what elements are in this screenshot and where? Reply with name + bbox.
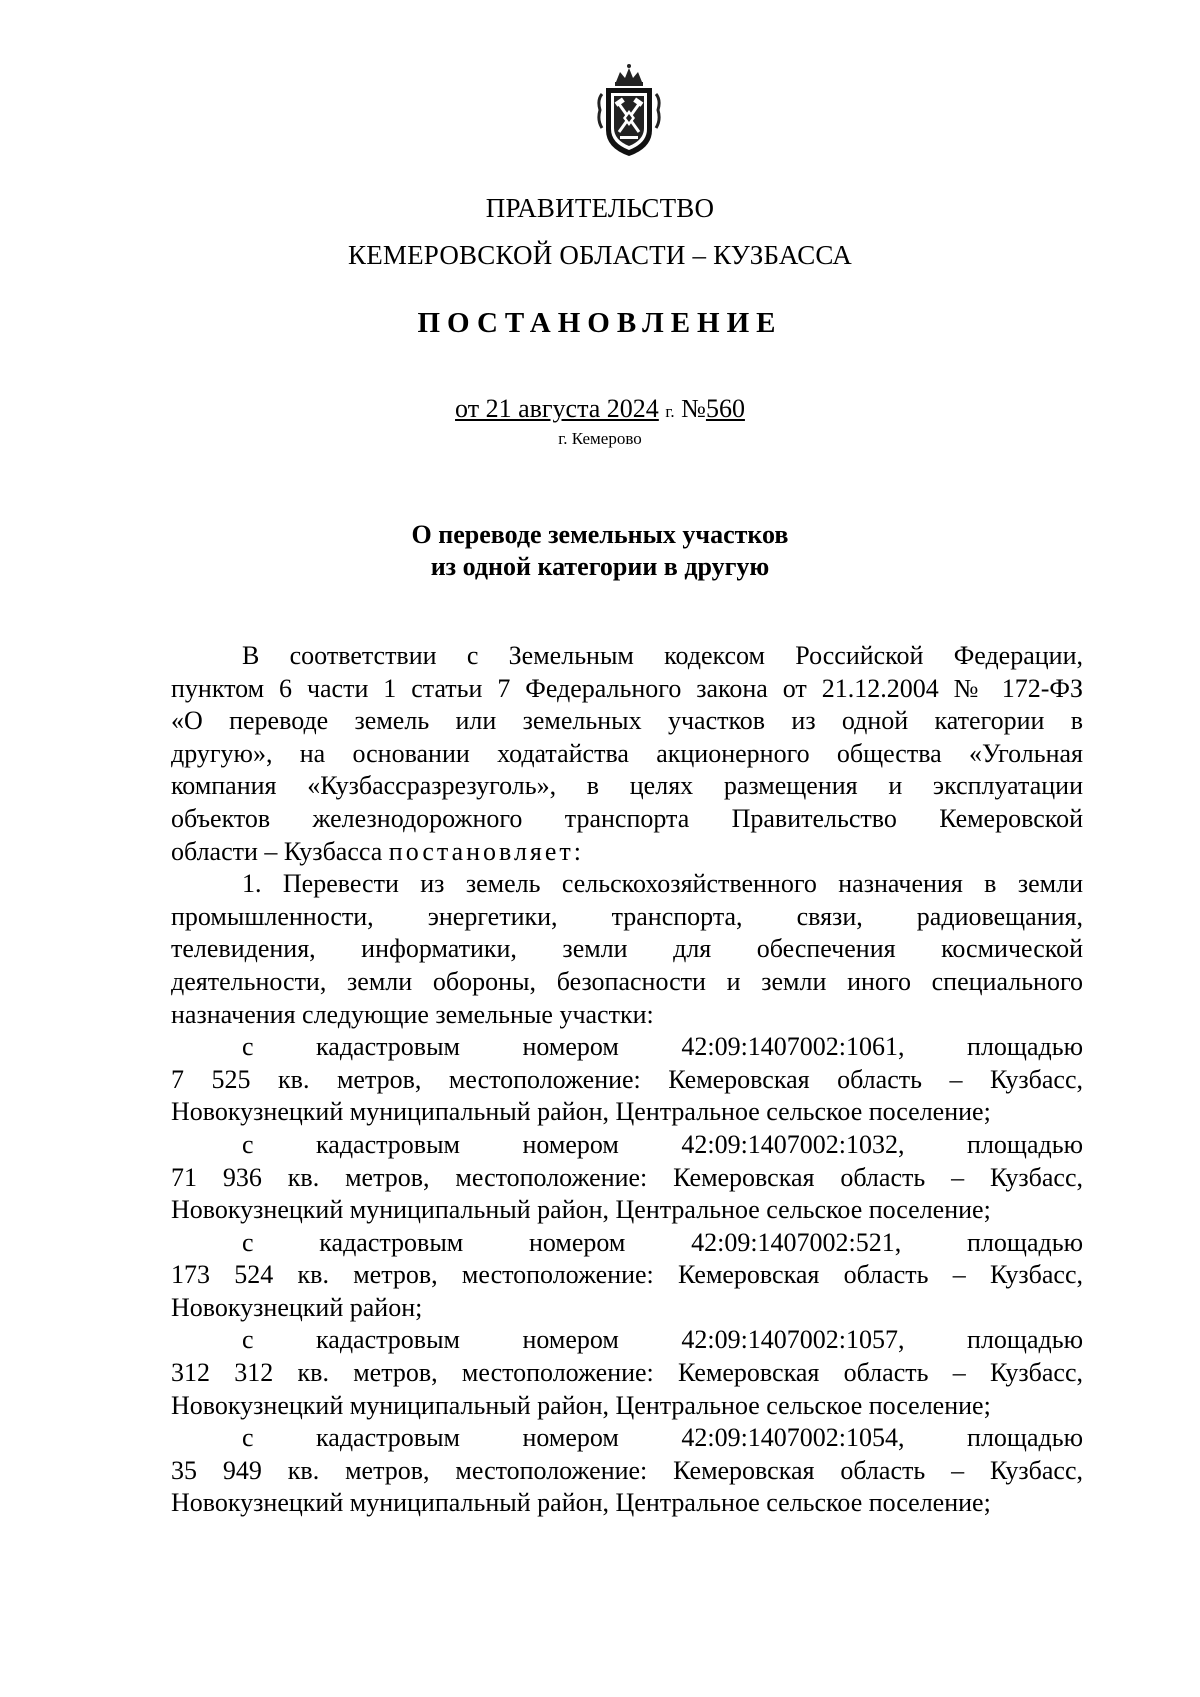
document-body (171, 640, 1083, 1520)
body-line: Новокузнецкий район; (171, 1292, 423, 1322)
body-line: пунктом 6 части 1 статьи 7 Федерального закона от 21.12.2004 № 172-ФЗ (171, 673, 1083, 703)
body-line: объектов железнодорожного транспорта Правительство Кемеровской (171, 803, 1083, 833)
document-date-number (0, 394, 1200, 424)
kuzbass-coat-of-arms-icon (594, 60, 664, 160)
document-number-sign: № (681, 394, 706, 423)
government-name-line1: ПРАВИТЕЛЬСТВО (485, 193, 715, 223)
body-line: телевидения, информатики, земли для обеспечения космической (171, 934, 1083, 964)
body-line: 7 525 кв. метров, местоположение: Кемеровская область – Кузбасс, (171, 1064, 1083, 1094)
body-line: с кадастровым номером 42:09:1407002:1061, площадью (242, 1032, 1083, 1062)
body-line (171, 836, 1083, 869)
document-subject-line2: из одной категории в другую (430, 552, 770, 581)
body-line: 35 949 кв. метров, местоположение: Кемеровская область – Кузбасс, (171, 1455, 1083, 1485)
body-line: другую», на основании ходатайства акционерного общества «Угольная (171, 738, 1083, 768)
body-line: Новокузнецкий муниципальный район, Центральное сельское поселение; (171, 1097, 991, 1127)
government-name-line2: КЕМЕРОВСКОЙ ОБЛАСТИ – КУЗБАССА (348, 240, 852, 270)
document-date-year-suffix: г. (665, 402, 675, 421)
body-line: «О переводе земель или земельных участков из одной категории в (171, 706, 1083, 736)
body-line: Новокузнецкий муниципальный район, Центральное сельское поселение; (171, 1195, 991, 1225)
body-line: с кадастровым номером 42:09:1407002:1032, площадью (242, 1129, 1083, 1159)
document-city: г. Кемерово (558, 429, 642, 448)
body-line: В соответствии с Земельным кодексом Российской Федерации, (242, 641, 1083, 670)
body-line: назначения следующие земельные участки: (171, 999, 654, 1029)
document-type-title: ПОСТАНОВЛЕНИЕ (417, 307, 783, 339)
document-date: от 21 августа 2024 (455, 394, 659, 423)
body-line: с кадастровым номером 42:09:1407002:1054, площадью (242, 1423, 1083, 1453)
body-line: 312 312 кв. метров, местоположение: Кемеровская область – Кузбасс, (171, 1358, 1083, 1388)
body-line: Новокузнецкий муниципальный район, Центральное сельское поселение; (171, 1390, 991, 1420)
body-line: с кадастровым номером 42:09:1407002:1057, площадью (242, 1325, 1083, 1355)
body-line: 71 936 кв. метров, местоположение: Кемеровская область – Кузбасс, (171, 1162, 1083, 1192)
resolves-word: постановляет: (388, 836, 585, 866)
body-line: промышленности, энергетики, транспорта, связи, радиовещания, (171, 901, 1083, 931)
body-line: 173 524 кв. метров, местоположение: Кемеровская область – Кузбасс, (171, 1260, 1083, 1290)
body-line: 1. Перевести из земель сельскохозяйственного назначения в земли (242, 869, 1083, 899)
body-line: Новокузнецкий муниципальный район, Центральное сельское поселение; (171, 1488, 991, 1518)
document-number: 560 (705, 394, 745, 423)
body-line-text: области – Кузбасса (171, 836, 383, 866)
body-line: деятельности, земли обороны, безопасности и земли иного специального (171, 966, 1083, 996)
document-subject-line1: О переводе земельных участков (411, 520, 789, 549)
body-line: компания «Кузбассразрезуголь», в целях размещения и эксплуатации (171, 771, 1083, 801)
body-line: с кадастровым номером 42:09:1407002:521, площадью (242, 1227, 1083, 1257)
